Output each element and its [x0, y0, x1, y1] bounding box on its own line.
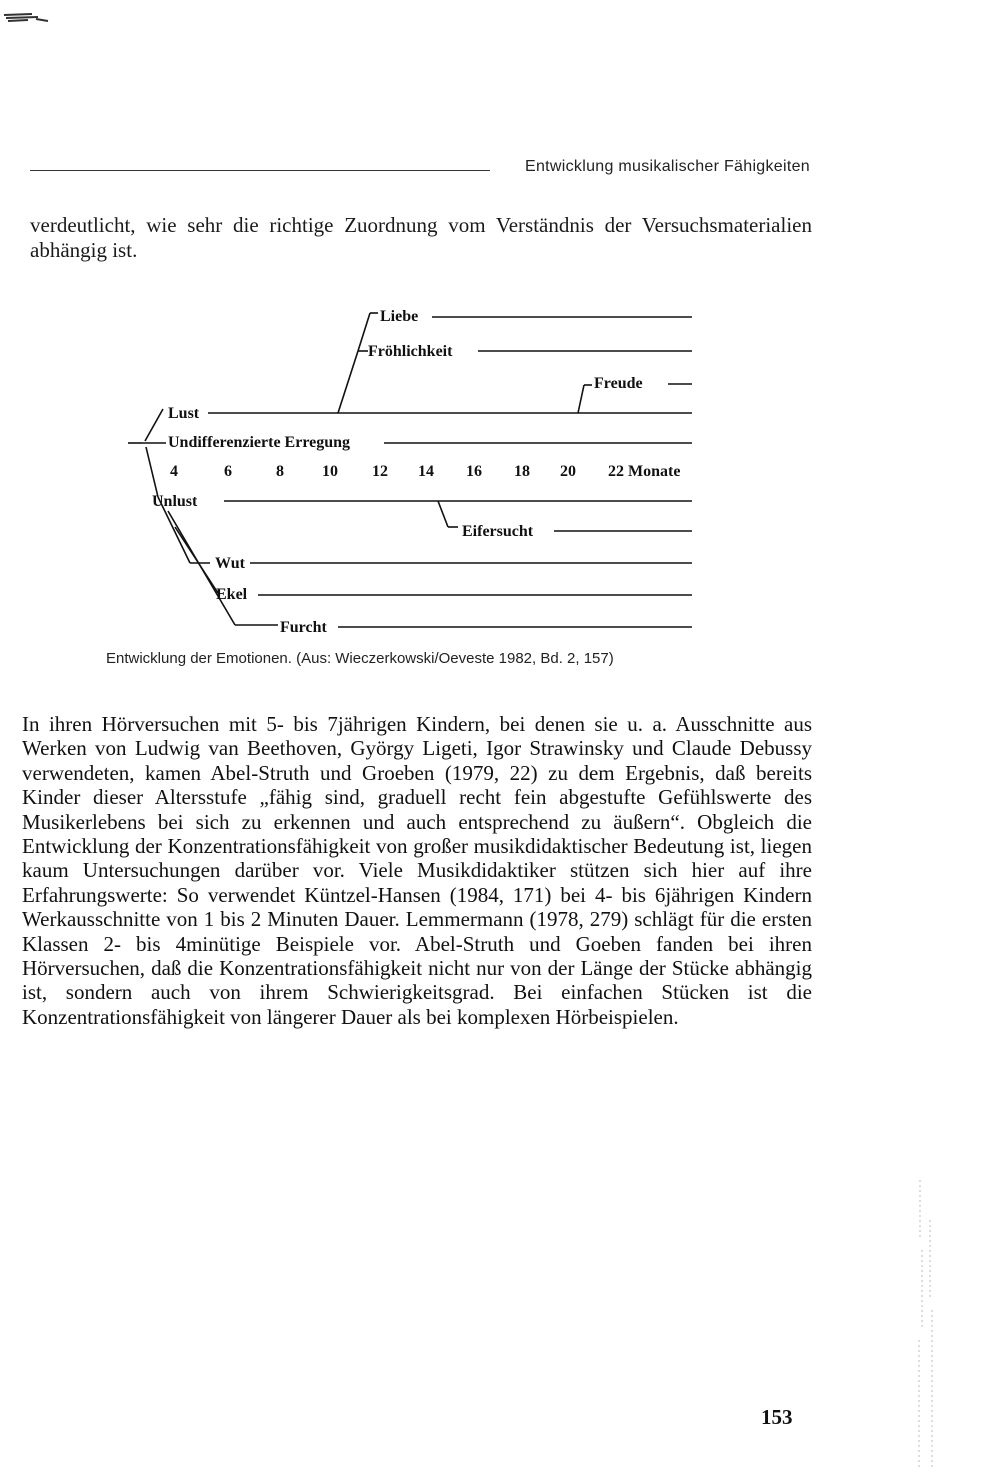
- body-paragraph: In ihren Hörversuchen mit 5- bis 7jährigen Kindern, bei denen sie u. a. Ausschnitte aus Werken von Ludwig van Beethoven, György Ligeti, Igor Strawinsky und Claude Debussy verwendeten, kamen Abel-Struth und Groeben (1979, 22) zu dem Ergebnis, daß bereits Kinder dieser Altersstufe „fähig sind, graduell recht fein abgestufte Gefühlswerte des Musikerlebens bei sich zu erkennen und auch entsprechend zu äußern“. Obgleich die Entwicklung der Konzentrationsfähigkeit von großer musikdidaktischer Bedeutung ist, liegen kaum Untersuchungen darüber vor. Viele Musikdidaktiker stützen sich hier auf ihre Erfahrungswerte: So verwendet Küntzel-Hansen (1984, 171) bei 4- bis 6jährigen Kindern Werkausschnitte von 1 bis 2 Minuten Dauer. Lemmermann (1978, 279) schlägt für die ersten Klassen 2- bis 4minütige Beispiele vor. Abel-Struth und Goeben fanden bei ihren Hörversuchen, daß die Konzentrationsfähigkeit nicht nur von der Länge der Stücke abhängig ist, sondern auch von ihrem Schwierigkeitsgrad. Bei einfachen Stücken ist die Konzentrationsfähigkeit von längerer Dauer als bei komplexen Hörbeispielen.: [22, 712, 812, 1029]
- label-ekel: Ekel: [216, 586, 248, 603]
- age-tick-8: 8: [276, 463, 284, 480]
- unlust-branch: [146, 447, 158, 497]
- age-tick-12: 12: [372, 463, 388, 480]
- label-eifersucht: Eifersucht: [462, 523, 534, 540]
- label-freude: Freude: [594, 375, 643, 392]
- age-tick-4: 4: [170, 463, 178, 480]
- age-tick-10: 10: [322, 463, 338, 480]
- age-tick-22-monate: 22 Monate: [608, 463, 681, 480]
- froehlichkeit-branch: [338, 351, 358, 413]
- label-furcht: Furcht: [280, 619, 327, 636]
- label-erregung: Undifferenzierte Erregung: [168, 434, 351, 451]
- lust-branch: [145, 409, 163, 441]
- diagram-svg: [100, 295, 720, 645]
- emotion-development-diagram: [100, 295, 720, 645]
- age-tick-16: 16: [466, 463, 482, 480]
- intro-paragraph: verdeutlicht, wie sehr die richtige Zuordnung vom Verständnis der Versuchsmaterialien abhängig ist.: [30, 213, 812, 262]
- running-title: Entwicklung musikalischer Fähigkeiten: [525, 158, 810, 175]
- age-axis-ticks: [170, 463, 680, 480]
- label-lust: Lust: [168, 405, 200, 422]
- age-tick-18: 18: [514, 463, 530, 480]
- label-liebe: Liebe: [380, 308, 419, 325]
- running-header: [30, 156, 810, 184]
- scan-edge-artifact: [916, 1180, 938, 1470]
- age-tick-14: 14: [418, 463, 434, 480]
- eifersucht-branch: [438, 501, 448, 527]
- figure-caption: Entwicklung der Emotionen. (Aus: Wieczerkowski/Oeveste 1982, Bd. 2, 157): [106, 650, 614, 667]
- label-froehlichkeit: Fröhlichkeit: [368, 343, 453, 360]
- age-tick-6: 6: [224, 463, 232, 480]
- freude-branch: [578, 385, 584, 413]
- age-tick-20: 20: [560, 463, 576, 480]
- header-rule: [30, 170, 490, 171]
- label-unlust: Unlust: [152, 493, 198, 510]
- label-wut: Wut: [215, 555, 245, 572]
- scan-corner-mark: [2, 10, 60, 24]
- page-number: 153: [761, 1405, 793, 1429]
